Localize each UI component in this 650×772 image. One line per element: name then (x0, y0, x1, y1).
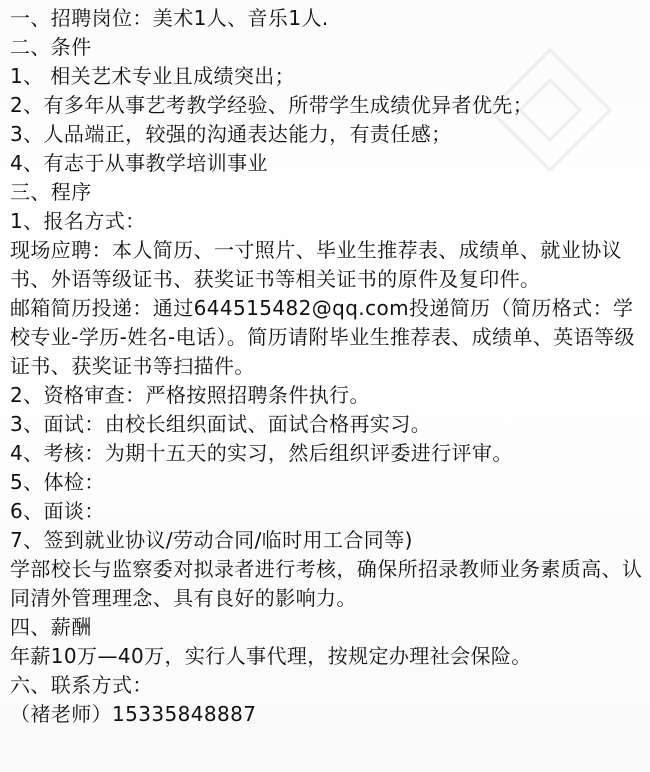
onsite-application-paragraph: 现场应聘：本人简历、一寸照片、毕业生推荐表、成绩单、就业协议书、外语等级证书、获奖证书等相关证书的原件及复印件。 (10, 238, 622, 291)
document-body (10, 4, 646, 729)
procedure-item-2: 2、资格审查：严格按照招聘条件执行。 (10, 383, 370, 407)
procedure-item-6: 6、面谈： (10, 499, 105, 523)
condition-item-3: 3、人品端正，较强的沟通表达能力，有责任感； (10, 122, 452, 146)
section-positions: 一、招聘岗位：美术1人、音乐1人. (10, 6, 329, 30)
email-application-paragraph: 邮箱简历投递：通过644515482@qq.com投递简历（简历格式：学校专业-学历-姓名-电话）。简历请附毕业生推荐表、成绩单、英语等级证书、获奖证书等扫描件。 (10, 296, 635, 378)
section-heading-conditions: 二、条件 (10, 35, 92, 59)
procedure-item-5: 5、体检： (10, 470, 105, 494)
condition-item-2: 2、有多年从事艺考教学经验、所带学生成绩优异者优先； (10, 93, 534, 117)
procedure-item-7: 7、签到就业协议/劳动合同/临时用工合同等) (10, 528, 413, 552)
salary-details: 年薪10万—40万，实行人事代理，按规定办理社会保险。 (10, 644, 532, 668)
review-paragraph: 学部校长与监察委对拟录者进行考核，确保所招录教师业务素质高、认同清外管理理念、具有良好的影响力。 (10, 557, 643, 610)
condition-item-4: 4、有志于从事教学培训事业 (10, 151, 268, 175)
procedure-item-3: 3、面试：由校长组织面试、面试合格再实习。 (10, 412, 432, 436)
section-heading-salary: 四、薪酬 (10, 615, 92, 639)
procedure-item-1: 1、报名方式： (10, 209, 146, 233)
section-heading-contact: 六、联系方式： (10, 673, 153, 697)
contact-phone: （褚老师）15335848887 (10, 702, 257, 726)
condition-item-1: 1、 相关艺术专业且成绩突出； (10, 64, 296, 88)
procedure-item-4: 4、考核：为期十五天的实习，然后组织评委进行评审。 (10, 441, 513, 465)
section-heading-procedure: 三、程序 (10, 180, 92, 204)
